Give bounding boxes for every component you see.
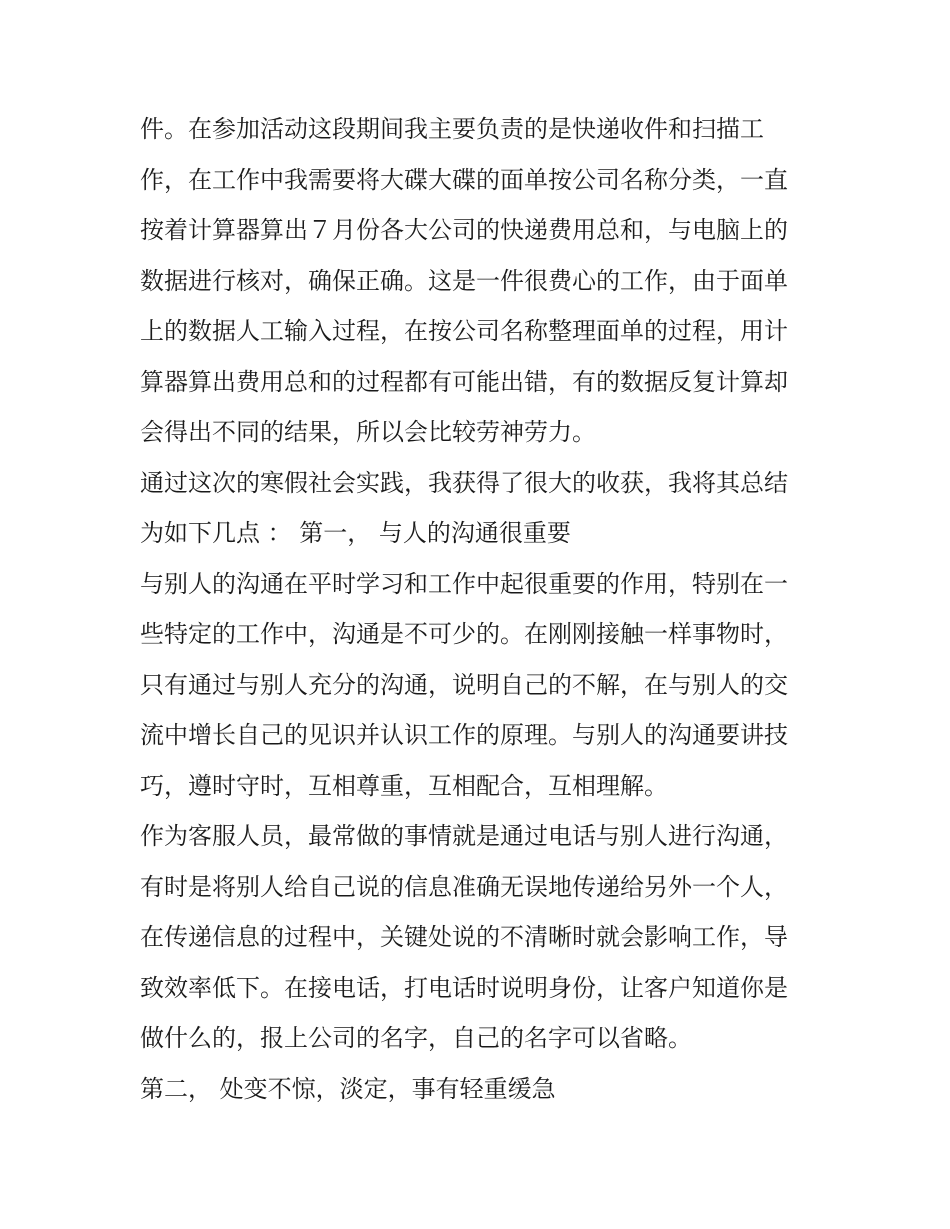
text-line: 为如下几点 ： 第一， 与人的沟通很重要 <box>140 519 571 547</box>
text-line: 只有通过与别人充分的沟通，说明自己的不解，在与别人的交 <box>140 670 788 699</box>
text-line: 与别人的沟通在平时学习和工作中起很重要的作用，特别在一 <box>140 569 788 598</box>
text-line: 作为客服人员，最常做的事情就是通过电话与别人进行沟通， <box>140 822 788 850</box>
text-line: 作，在工作中我需要将大碟大碟的面单按公司名称分类，一直 <box>140 165 788 194</box>
body-text <box>140 104 820 1114</box>
text-line: 件。在参加活动这段期间我主要负责的是快递收件和扫描工 <box>140 115 764 143</box>
text-line: 些特定的工作中，沟通是不可少的。在刚刚接触一样事物时， <box>140 620 788 648</box>
text-line: 上的数据人工输入过程，在按公司名称整理面单的过程，用计 <box>140 317 788 345</box>
text-line: 第二， 处变不惊，淡定，事有轻重缓急 <box>140 1074 556 1103</box>
text-line: 会得出不同的结果，所以会比较劳神劳力。 <box>140 418 596 446</box>
text-line: 数据进行核对，确保正确。这是一件很费心的工作，由于面单 <box>140 266 788 295</box>
text-line: 流中增长自己的见识并认识工作的原理。与别人的沟通要讲技 <box>140 721 788 749</box>
text-line: 做什么的，报上公司的名字，自己的名字可以省略。 <box>140 1024 692 1052</box>
text-line: 致效率低下。在接电话，打电话时说明身份，让客户知道你是 <box>140 973 788 1002</box>
text-line: 通过这次的寒假社会实践，我获得了很大的收获，我将其总结 <box>140 468 788 497</box>
text-line: 巧，遵时守时，互相尊重，互相配合，互相理解。 <box>140 771 668 800</box>
text-line: 算器算出费用总和的过程都有可能出错，有的数据反复计算却 <box>140 367 788 396</box>
text-line: 在传递信息的过程中，关键处说的不清晰时就会影响工作，导 <box>140 923 788 951</box>
text-line: 有时是将别人给自己说的信息准确无误地传递给另外一个人， <box>140 872 788 901</box>
text-line: 按着计算器算出７月份各大公司的快递费用总和，与电脑上的 <box>140 216 788 244</box>
